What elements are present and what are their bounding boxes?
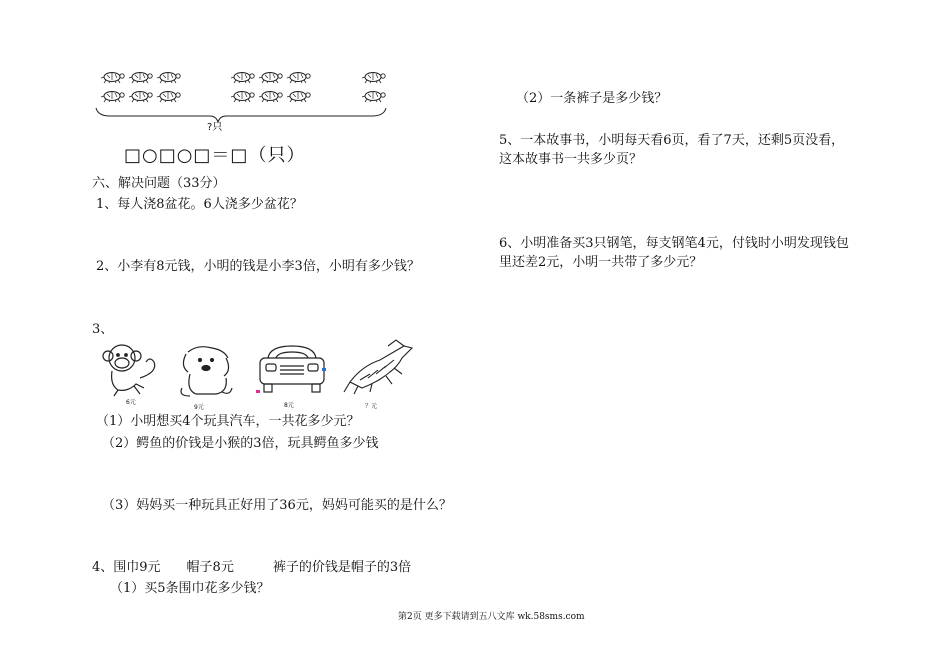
question-6-line-2: 里还差2元，小明一共带了多少元？ [499, 255, 703, 270]
page-footer: 第2页 更多下载请到五八文库 wk.58sms.com [398, 612, 585, 622]
section-title: 六、解决问题（33分） [92, 176, 226, 191]
dog-icon [181, 347, 232, 396]
price-car: 8元 [284, 402, 294, 409]
question-4: 4、围巾9元 帽子8元 裤子的价钱是帽子的3倍 [92, 560, 412, 575]
monkey-icon [103, 345, 155, 396]
price-monkey: 6元 [126, 399, 136, 406]
question-3-sub-1: （1）小明想买4个玩具汽车，一共花多少元？ [96, 414, 360, 429]
question-3-sub-2: （2）鳄鱼的价钱是小猴的3倍，玩具鳄鱼多少钱 [102, 436, 379, 451]
equation-blanks[interactable]: □○□○□＝□（只） [124, 145, 306, 166]
price-dog: 9元 [194, 404, 204, 411]
car-accent-pink [256, 390, 260, 393]
question-4-sub-1: （1）买5条围巾花多少钱？ [110, 581, 270, 596]
price-crocodile: ？元 [365, 403, 378, 410]
brace-label: ?只 [207, 122, 223, 133]
question-5-line-1: 5、一本故事书，小明每天看6页，看了7天，还剩5页没看， [499, 133, 845, 148]
car-icon [260, 346, 324, 392]
question-3-sub-3: （3）妈妈买一种玩具正好用了36元，妈妈可能买的是什么？ [102, 498, 452, 513]
question-2: 2、小李有8元钱，小明的钱是小李3倍，小明有多少钱？ [96, 259, 420, 274]
question-6-line-1: 6、小明准备买3只钢笔，每支钢笔4元，付钱时小明发现钱包 [499, 236, 849, 251]
crocodile-icon [344, 340, 412, 394]
question-3-label: 3、 [92, 322, 114, 337]
car-accent-blue [322, 368, 326, 371]
question-1: 1、每人浇8盆花。6人浇多少盆花？ [96, 197, 303, 212]
question-5-line-2: 这本故事书一共多少页？ [499, 152, 643, 167]
question-4-sub-2: （2）一条裤子是多少钱？ [516, 91, 668, 106]
